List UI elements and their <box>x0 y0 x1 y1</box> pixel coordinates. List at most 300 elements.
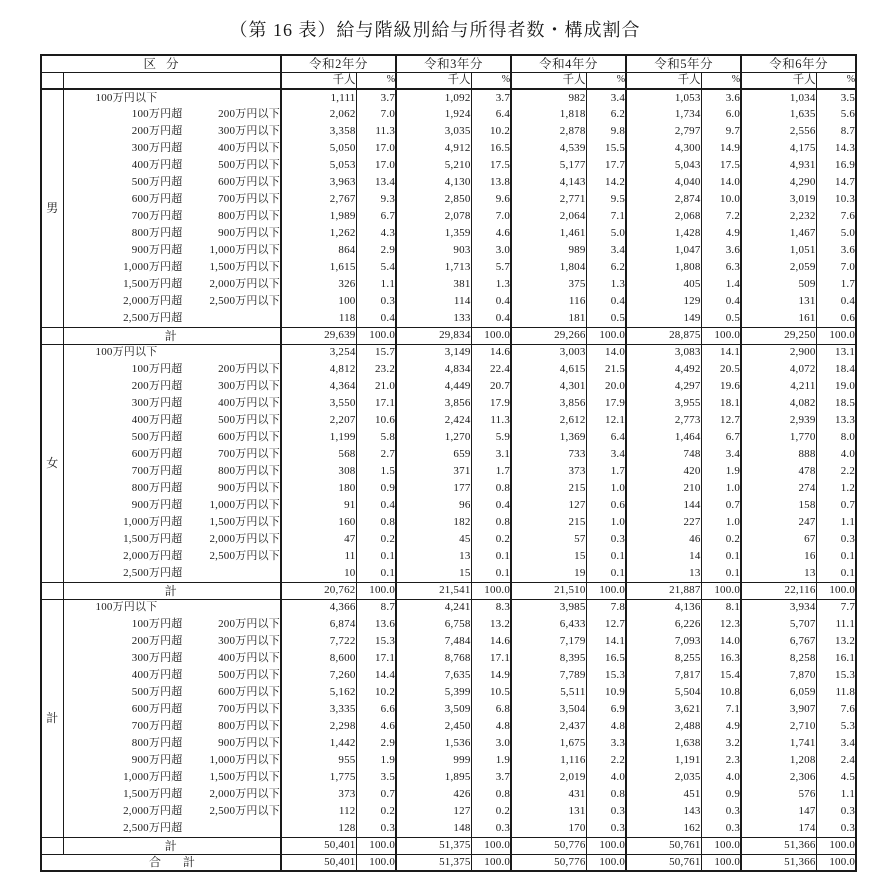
cell-percentage: 1.4 <box>701 276 741 293</box>
bracket-upper-bound: 1,000万円以下 <box>209 499 281 511</box>
cell-count: 2,059 <box>741 259 816 276</box>
cell-percentage: 19.0 <box>816 378 856 395</box>
bracket-lower-bound: 900万円超 <box>131 499 183 511</box>
cell-count: 112 <box>281 803 356 820</box>
bracket-lower-bound: 700万円超 <box>131 465 183 477</box>
cell-percentage: 17.0 <box>356 157 396 174</box>
cell-percentage: 0.7 <box>356 786 396 803</box>
table-row <box>41 667 856 684</box>
cell-count: 1,034 <box>741 89 816 106</box>
cell-count: 8,768 <box>396 650 471 667</box>
cell-count: 1,818 <box>511 106 586 123</box>
cell-count: 4,615 <box>511 361 586 378</box>
cell-count: 420 <box>626 463 701 480</box>
cell-percentage: 20.7 <box>471 378 511 395</box>
subtotal-percentage: 100.0 <box>586 837 626 854</box>
cell-count: 3,019 <box>741 191 816 208</box>
cell-count: 4,072 <box>741 361 816 378</box>
cell-percentage: 3.4 <box>701 446 741 463</box>
table-row <box>41 412 856 429</box>
cell-count: 431 <box>511 786 586 803</box>
cell-count: 2,767 <box>281 191 356 208</box>
cell-percentage: 5.0 <box>816 225 856 242</box>
subtotal-percentage: 100.0 <box>816 327 856 344</box>
bracket-lower-bound: 200万円超 <box>131 380 183 392</box>
cell-count: 7,722 <box>281 633 356 650</box>
bracket-label <box>63 89 281 106</box>
cell-count: 170 <box>511 820 586 837</box>
cell-count: 326 <box>281 276 356 293</box>
subtotal-count: 50,761 <box>626 837 701 854</box>
cell-count: 162 <box>626 820 701 837</box>
cell-percentage: 14.6 <box>471 633 511 650</box>
cell-count: 4,364 <box>281 378 356 395</box>
table-row-subtotal <box>41 327 856 344</box>
bracket-label <box>63 259 281 276</box>
cell-percentage: 10.2 <box>471 123 511 140</box>
cell-percentage: 14.0 <box>701 633 741 650</box>
cell-percentage: 12.3 <box>701 616 741 633</box>
bracket-upper-bound: 2,000万円以下 <box>209 788 281 800</box>
cell-percentage: 17.5 <box>471 157 511 174</box>
cell-percentage: 15.3 <box>586 667 626 684</box>
cell-count: 4,301 <box>511 378 586 395</box>
cell-count: 210 <box>626 480 701 497</box>
cell-percentage: 14.4 <box>356 667 396 684</box>
cell-count: 1,770 <box>741 429 816 446</box>
cell-percentage: 9.7 <box>701 123 741 140</box>
bracket-upper-bound: 700万円以下 <box>218 703 281 715</box>
bracket-label <box>63 412 281 429</box>
cell-percentage: 3.4 <box>586 446 626 463</box>
subtotal-percentage: 100.0 <box>586 582 626 599</box>
bracket-upper-bound: 300万円以下 <box>218 635 281 647</box>
cell-percentage: 5.4 <box>356 259 396 276</box>
cell-count: 4,211 <box>741 378 816 395</box>
subtotal-label: 計 <box>63 327 281 344</box>
cell-count: 1,895 <box>396 769 471 786</box>
cell-count: 4,300 <box>626 140 701 157</box>
table-row <box>41 650 856 667</box>
table-row <box>41 378 856 395</box>
grand-total-label <box>41 854 281 871</box>
subtotal-percentage: 100.0 <box>471 837 511 854</box>
table-row <box>41 174 856 191</box>
cell-percentage: 14.6 <box>471 344 511 361</box>
cell-percentage: 0.3 <box>816 820 856 837</box>
cell-percentage: 10.3 <box>816 191 856 208</box>
cell-percentage: 0.9 <box>356 480 396 497</box>
cell-percentage: 6.4 <box>586 429 626 446</box>
cell-count: 47 <box>281 531 356 548</box>
cell-count: 148 <box>396 820 471 837</box>
group-label-male: 男 <box>41 89 63 327</box>
subtotal-count: 29,250 <box>741 327 816 344</box>
bracket-lower-bound: 100万円超 <box>131 108 183 120</box>
cell-count: 3,621 <box>626 701 701 718</box>
table-row <box>41 106 856 123</box>
subtotal-percentage: 100.0 <box>586 327 626 344</box>
cell-percentage: 3.7 <box>356 89 396 106</box>
cell-count: 5,162 <box>281 684 356 701</box>
cell-count: 1,111 <box>281 89 356 106</box>
subtotal-count: 21,510 <box>511 582 586 599</box>
subtotal-percentage: 100.0 <box>356 582 396 599</box>
cell-count: 2,424 <box>396 412 471 429</box>
cell-percentage: 7.0 <box>471 208 511 225</box>
cell-percentage: 4.0 <box>701 769 741 786</box>
cell-count: 45 <box>396 531 471 548</box>
cell-percentage: 21.5 <box>586 361 626 378</box>
cell-count: 2,488 <box>626 718 701 735</box>
cell-count: 177 <box>396 480 471 497</box>
table-row <box>41 429 856 446</box>
bracket-lower-bound: 400万円超 <box>131 159 183 171</box>
cell-count: 131 <box>741 293 816 310</box>
cell-count: 1,638 <box>626 735 701 752</box>
cell-percentage: 13.2 <box>816 633 856 650</box>
table-row <box>41 735 856 752</box>
bracket-lower-bound: 1,000万円超 <box>123 261 183 273</box>
cell-percentage: 9.5 <box>586 191 626 208</box>
header-year-r2: 令和2年分 <box>281 55 396 72</box>
cell-count: 11 <box>281 548 356 565</box>
cell-count: 308 <box>281 463 356 480</box>
bracket-upper-bound: 1,000万円以下 <box>209 754 281 766</box>
bracket-lower-bound: 2,000万円超 <box>123 550 183 562</box>
cell-count: 1,191 <box>626 752 701 769</box>
subtotal-count: 50,776 <box>511 837 586 854</box>
table-row <box>41 820 856 837</box>
cell-count: 3,003 <box>511 344 586 361</box>
cell-percentage: 15.3 <box>816 667 856 684</box>
cell-percentage: 1.3 <box>586 276 626 293</box>
cell-count: 2,874 <box>626 191 701 208</box>
cell-count: 7,484 <box>396 633 471 650</box>
cell-percentage: 1.0 <box>701 514 741 531</box>
cell-percentage: 1.1 <box>816 786 856 803</box>
subtotal-percentage: 100.0 <box>701 582 741 599</box>
bracket-label <box>63 633 281 650</box>
cell-percentage: 6.2 <box>586 106 626 123</box>
cell-percentage: 4.5 <box>816 769 856 786</box>
cell-count: 451 <box>626 786 701 803</box>
cell-percentage: 0.8 <box>471 786 511 803</box>
cell-count: 509 <box>741 276 816 293</box>
cell-count: 1,536 <box>396 735 471 752</box>
cell-percentage: 4.9 <box>701 718 741 735</box>
table-row <box>41 395 856 412</box>
cell-count: 1,741 <box>741 735 816 752</box>
bracket-label <box>63 667 281 684</box>
table-row-subtotal <box>41 837 856 854</box>
cell-count: 1,464 <box>626 429 701 446</box>
table-row <box>41 89 856 106</box>
cell-percentage: 1.3 <box>471 276 511 293</box>
cell-percentage: 1.7 <box>816 276 856 293</box>
table-row <box>41 718 856 735</box>
salary-class-distribution-table <box>40 54 857 872</box>
bracket-label <box>63 361 281 378</box>
cell-percentage: 7.1 <box>701 701 741 718</box>
cell-count: 2,556 <box>741 123 816 140</box>
cell-percentage: 7.0 <box>356 106 396 123</box>
cell-percentage: 7.7 <box>816 599 856 616</box>
cell-percentage: 4.9 <box>701 225 741 242</box>
bracket-label <box>63 140 281 157</box>
cell-count: 46 <box>626 531 701 548</box>
bracket-upper-bound: 2,000万円以下 <box>209 278 281 290</box>
bracket-lower-bound: 1,000万円超 <box>123 516 183 528</box>
subtotal-count: 20,762 <box>281 582 356 599</box>
cell-percentage: 4.8 <box>586 718 626 735</box>
bracket-upper-bound: 200万円以下 <box>218 363 281 375</box>
cell-percentage: 17.7 <box>586 157 626 174</box>
cell-percentage: 16.1 <box>816 650 856 667</box>
cell-count: 174 <box>741 820 816 837</box>
bracket-upper-bound: 600万円以下 <box>218 176 281 188</box>
header-year-r5: 令和5年分 <box>626 55 741 72</box>
cell-percentage: 21.0 <box>356 378 396 395</box>
cell-count: 2,019 <box>511 769 586 786</box>
cell-percentage: 19.6 <box>701 378 741 395</box>
cell-count: 227 <box>626 514 701 531</box>
bracket-lower-bound: 1,000万円超 <box>123 771 183 783</box>
cell-percentage: 10.9 <box>586 684 626 701</box>
bracket-lower-bound: 300万円超 <box>131 397 183 409</box>
cell-percentage: 6.6 <box>356 701 396 718</box>
cell-percentage: 14.1 <box>586 633 626 650</box>
grand-total-percentage: 100.0 <box>471 854 511 871</box>
cell-percentage: 0.3 <box>586 803 626 820</box>
grand-total-percentage: 100.0 <box>586 854 626 871</box>
cell-percentage: 0.3 <box>356 820 396 837</box>
bracket-lower-bound: 2,000万円超 <box>123 805 183 817</box>
cell-percentage: 13.6 <box>356 616 396 633</box>
cell-count: 8,600 <box>281 650 356 667</box>
bracket-lower-bound: 100万円超 <box>131 363 183 375</box>
bracket-upper-bound: 500万円以下 <box>218 669 281 681</box>
cell-percentage: 6.7 <box>701 429 741 446</box>
cell-count: 3,907 <box>741 701 816 718</box>
cell-count: 116 <box>511 293 586 310</box>
bracket-lower-bound: 600万円超 <box>131 193 183 205</box>
cell-percentage: 3.3 <box>586 735 626 752</box>
cell-percentage: 13.4 <box>356 174 396 191</box>
cell-percentage: 4.6 <box>356 718 396 735</box>
bracket-label <box>63 735 281 752</box>
cell-count: 4,539 <box>511 140 586 157</box>
cell-percentage: 11.1 <box>816 616 856 633</box>
cell-count: 1,804 <box>511 259 586 276</box>
cell-count: 989 <box>511 242 586 259</box>
subtotal-count: 50,401 <box>281 837 356 854</box>
cell-percentage: 2.7 <box>356 446 396 463</box>
cell-percentage: 13.8 <box>471 174 511 191</box>
cell-percentage: 6.4 <box>471 106 511 123</box>
subtotal-count: 28,875 <box>626 327 701 344</box>
cell-count: 5,053 <box>281 157 356 174</box>
cell-count: 373 <box>511 463 586 480</box>
table-row <box>41 259 856 276</box>
bracket-lower-bound: 900万円超 <box>131 754 183 766</box>
cell-count: 2,850 <box>396 191 471 208</box>
cell-count: 659 <box>396 446 471 463</box>
bracket-label <box>63 293 281 310</box>
cell-count: 4,136 <box>626 599 701 616</box>
cell-count: 5,399 <box>396 684 471 701</box>
cell-percentage: 1.5 <box>356 463 396 480</box>
cell-percentage: 0.7 <box>701 497 741 514</box>
cell-percentage: 4.8 <box>471 718 511 735</box>
cell-percentage: 15.3 <box>356 633 396 650</box>
cell-count: 955 <box>281 752 356 769</box>
cell-count: 2,068 <box>626 208 701 225</box>
group-label-total: 計 <box>41 599 63 837</box>
cell-count: 13 <box>396 548 471 565</box>
cell-count: 1,053 <box>626 89 701 106</box>
cell-percentage: 5.7 <box>471 259 511 276</box>
bracket-lower-bound: 2,500万円超 <box>123 311 183 324</box>
bracket-lower-bound: 200万円超 <box>131 635 183 647</box>
cell-count: 1,047 <box>626 242 701 259</box>
cell-percentage: 3.4 <box>816 735 856 752</box>
cell-count: 1,461 <box>511 225 586 242</box>
cell-percentage: 0.4 <box>471 497 511 514</box>
cell-count: 1,208 <box>741 752 816 769</box>
cell-count: 999 <box>396 752 471 769</box>
bracket-label <box>63 514 281 531</box>
cell-count: 3,856 <box>396 395 471 412</box>
bracket-upper-bound: 400万円以下 <box>218 397 281 409</box>
cell-count: 144 <box>626 497 701 514</box>
subtotal-count: 21,541 <box>396 582 471 599</box>
cell-percentage: 0.5 <box>701 310 741 327</box>
cell-percentage: 12.7 <box>701 412 741 429</box>
cell-percentage: 17.1 <box>356 395 396 412</box>
cell-count: 1,359 <box>396 225 471 242</box>
cell-percentage: 14.0 <box>586 344 626 361</box>
table-row <box>41 514 856 531</box>
bracket-lower-bound: 900万円超 <box>131 244 183 256</box>
cell-percentage: 0.2 <box>701 531 741 548</box>
cell-percentage: 2.4 <box>816 752 856 769</box>
cell-percentage: 9.6 <box>471 191 511 208</box>
bracket-upper-bound: 900万円以下 <box>218 737 281 749</box>
bracket-lower-bound: 1,500万円超 <box>123 278 183 290</box>
table-row <box>41 293 856 310</box>
cell-count: 1,442 <box>281 735 356 752</box>
cell-percentage: 15.7 <box>356 344 396 361</box>
grand-total-label-part2: 計 <box>183 855 196 870</box>
cell-count: 4,931 <box>741 157 816 174</box>
cell-percentage: 3.4 <box>586 89 626 106</box>
cell-percentage: 2.9 <box>356 735 396 752</box>
cell-percentage: 3.5 <box>816 89 856 106</box>
cell-percentage: 5.9 <box>471 429 511 446</box>
cell-percentage: 23.2 <box>356 361 396 378</box>
bracket-single-bound: 100万円以下 <box>95 346 158 359</box>
bracket-label <box>63 480 281 497</box>
cell-count: 1,808 <box>626 259 701 276</box>
cell-percentage: 0.2 <box>356 531 396 548</box>
bracket-upper-bound: 700万円以下 <box>218 448 281 460</box>
cell-count: 7,635 <box>396 667 471 684</box>
cell-percentage: 7.8 <box>586 599 626 616</box>
cell-count: 2,306 <box>741 769 816 786</box>
cell-count: 13 <box>741 565 816 582</box>
cell-count: 128 <box>281 820 356 837</box>
cell-percentage: 5.8 <box>356 429 396 446</box>
cell-count: 160 <box>281 514 356 531</box>
bracket-label <box>63 310 281 327</box>
grand-total-count: 51,366 <box>741 854 816 871</box>
cell-percentage: 0.4 <box>701 293 741 310</box>
bracket-label <box>63 803 281 820</box>
bracket-label <box>63 565 281 582</box>
cell-percentage: 0.4 <box>471 310 511 327</box>
statistics-table-container <box>40 54 856 872</box>
bracket-upper-bound: 2,000万円以下 <box>209 533 281 545</box>
bracket-label <box>63 616 281 633</box>
cell-count: 3,985 <box>511 599 586 616</box>
cell-percentage: 0.8 <box>586 786 626 803</box>
cell-count: 3,083 <box>626 344 701 361</box>
table-row <box>41 684 856 701</box>
cell-count: 4,492 <box>626 361 701 378</box>
bracket-upper-bound <box>182 313 280 324</box>
cell-count: 6,433 <box>511 616 586 633</box>
bracket-label <box>63 548 281 565</box>
cell-percentage: 0.1 <box>586 548 626 565</box>
cell-percentage: 8.7 <box>816 123 856 140</box>
bracket-upper-bound <box>182 568 280 579</box>
cell-count: 1,675 <box>511 735 586 752</box>
bracket-upper-bound: 1,500万円以下 <box>209 261 281 273</box>
cell-percentage: 11.3 <box>356 123 396 140</box>
cell-percentage: 0.1 <box>701 565 741 582</box>
cell-percentage: 0.1 <box>356 565 396 582</box>
cell-percentage: 11.8 <box>816 684 856 701</box>
cell-count: 1,092 <box>396 89 471 106</box>
cell-count: 1,270 <box>396 429 471 446</box>
bracket-lower-bound: 800万円超 <box>131 482 183 494</box>
cell-count: 373 <box>281 786 356 803</box>
cell-count: 10 <box>281 565 356 582</box>
cell-percentage: 1.0 <box>586 480 626 497</box>
cell-percentage: 12.1 <box>586 412 626 429</box>
subtotal-percentage: 100.0 <box>701 837 741 854</box>
cell-percentage: 6.7 <box>356 208 396 225</box>
cell-percentage: 0.2 <box>471 803 511 820</box>
cell-percentage: 1.0 <box>586 514 626 531</box>
cell-count: 6,226 <box>626 616 701 633</box>
cell-count: 161 <box>741 310 816 327</box>
cell-percentage: 0.3 <box>586 820 626 837</box>
cell-percentage: 10.8 <box>701 684 741 701</box>
bracket-upper-bound: 600万円以下 <box>218 431 281 443</box>
cell-percentage: 1.1 <box>816 514 856 531</box>
cell-percentage: 17.0 <box>356 140 396 157</box>
cell-count: 405 <box>626 276 701 293</box>
cell-count: 4,175 <box>741 140 816 157</box>
bracket-upper-bound: 500万円以下 <box>218 414 281 426</box>
cell-percentage: 6.9 <box>586 701 626 718</box>
bracket-lower-bound: 200万円超 <box>131 125 183 137</box>
cell-count: 3,509 <box>396 701 471 718</box>
cell-count: 4,366 <box>281 599 356 616</box>
cell-count: 1,467 <box>741 225 816 242</box>
